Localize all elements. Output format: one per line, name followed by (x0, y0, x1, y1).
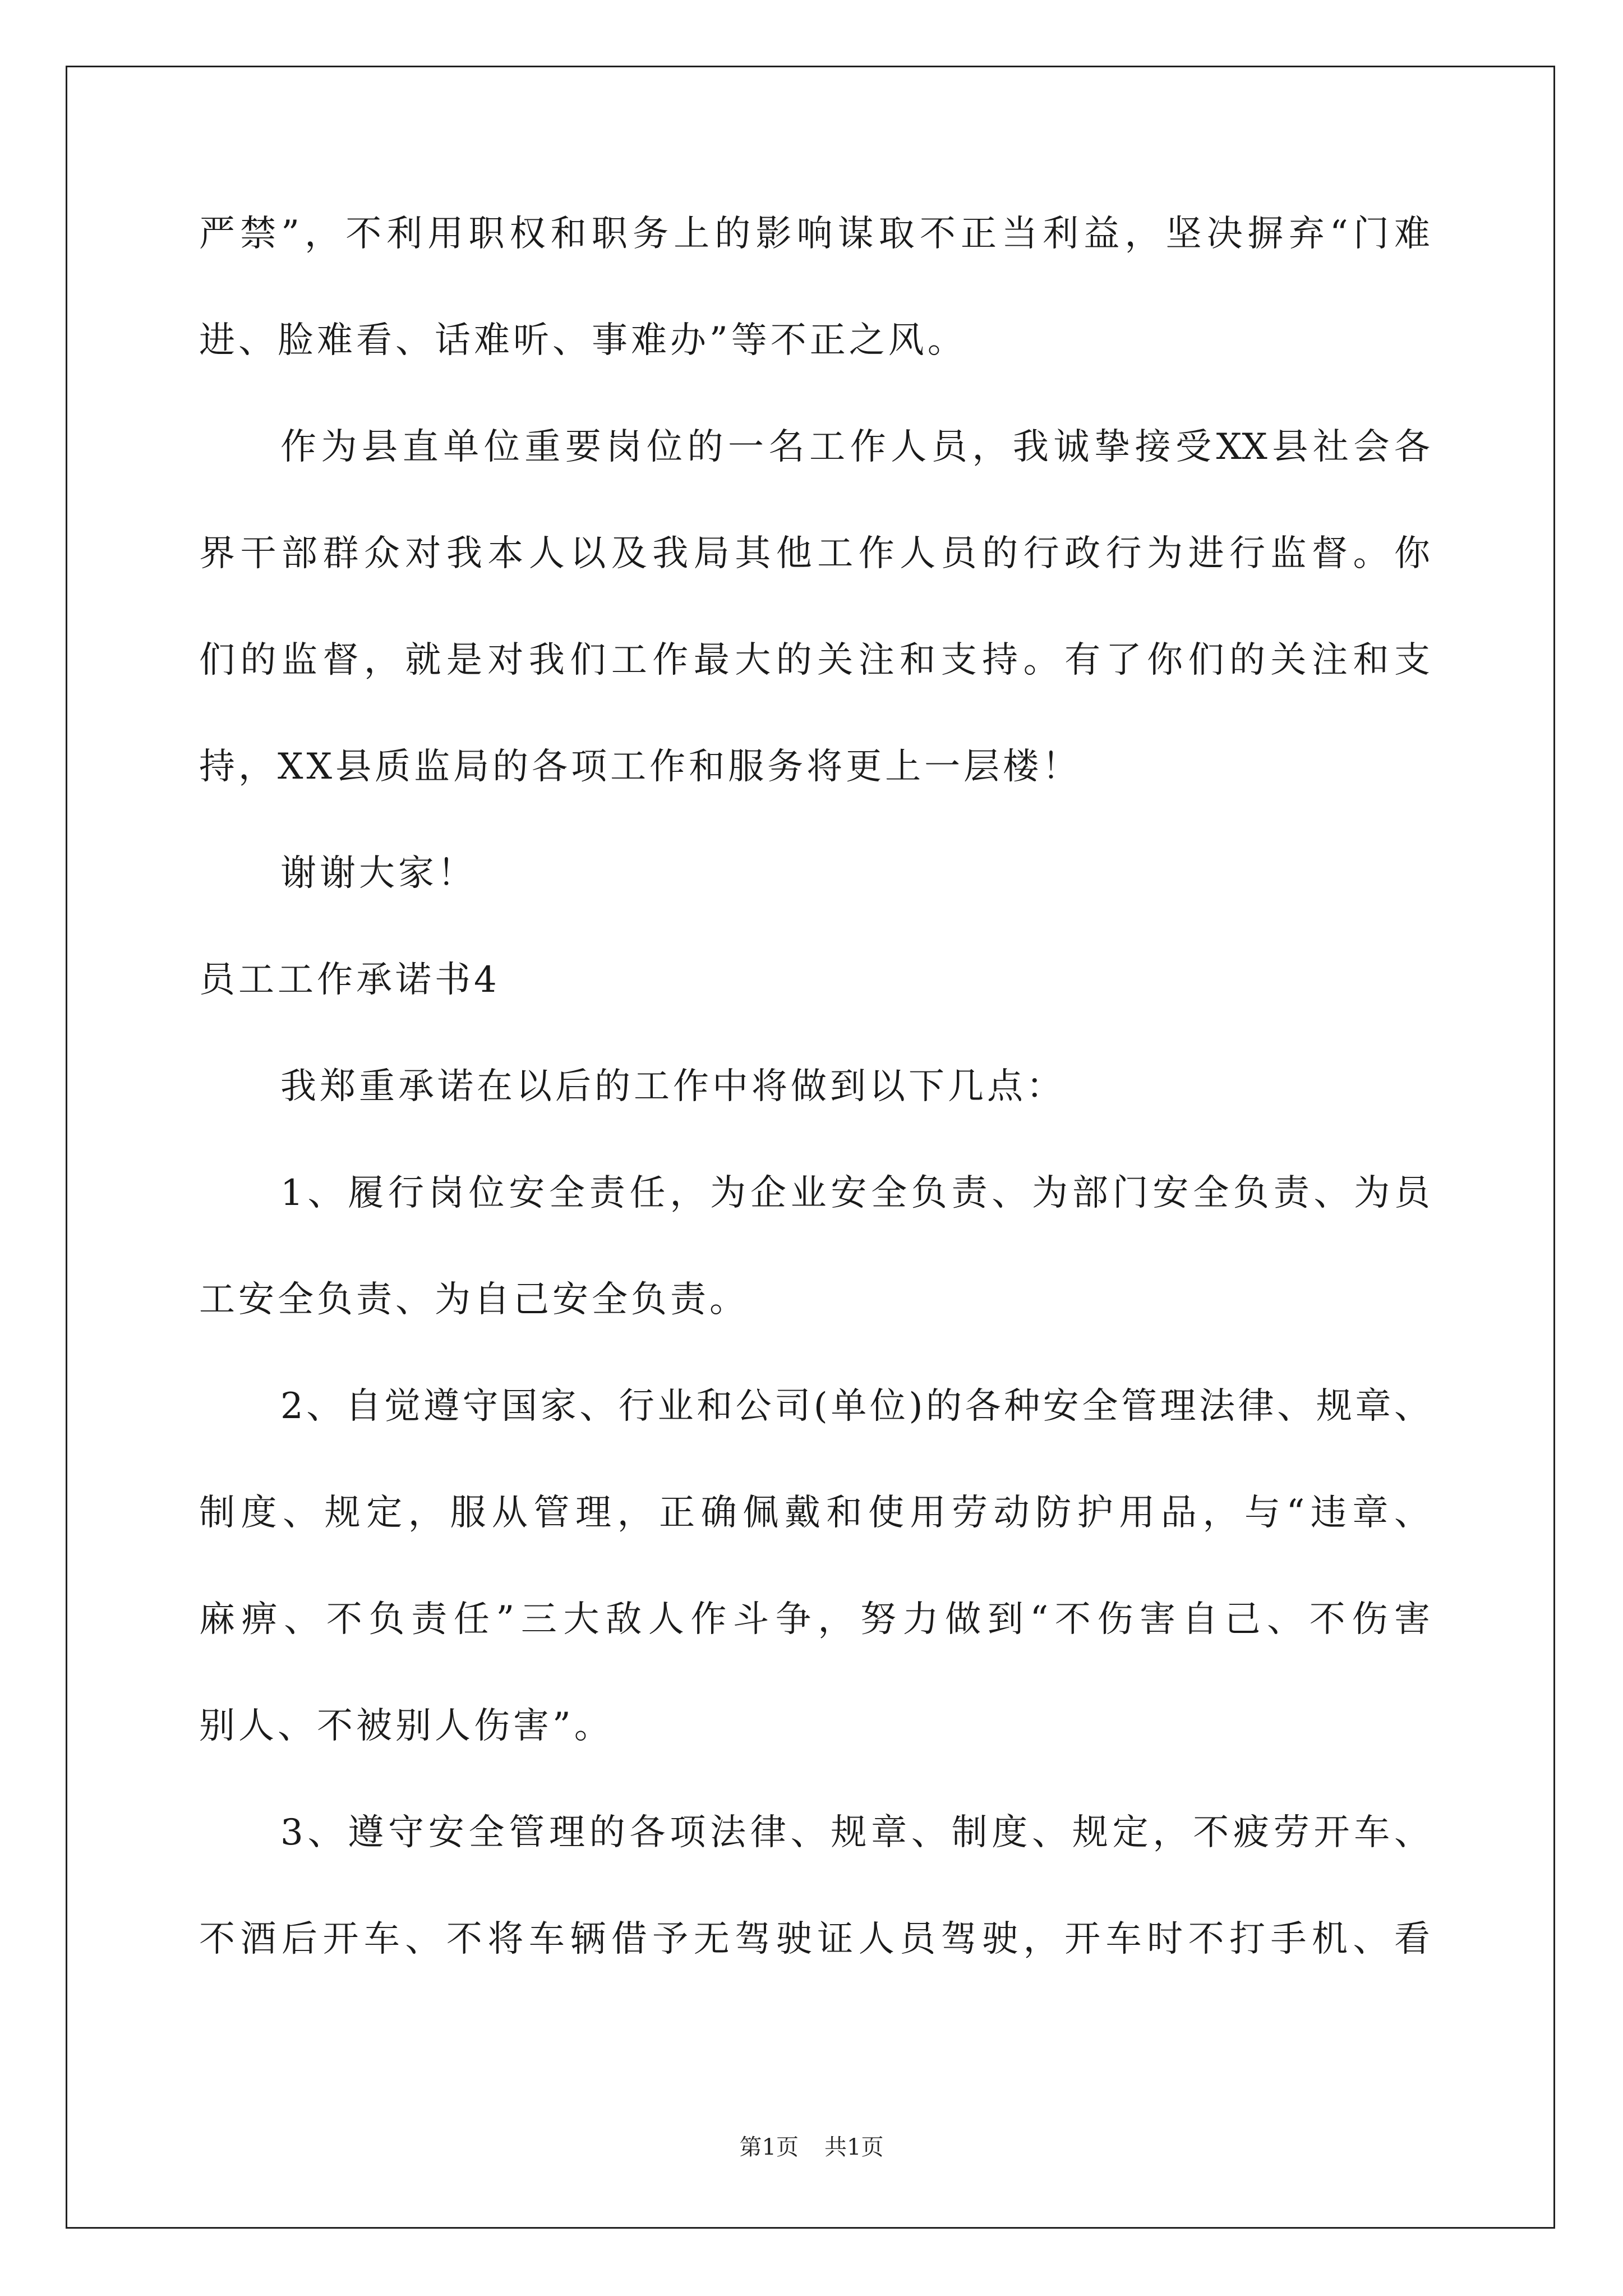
text-line: 不酒后开车、不将车辆借予无驾驶证人员驾驶，开车时不打手机、看 (199, 1918, 1430, 1960)
page-border (66, 66, 1555, 2229)
page-number-current: 第1页 (739, 2134, 799, 2160)
text-line: 别人、不被别人伤害”。 (199, 1705, 614, 1747)
text-line: 工安全负责、为自己安全负责。 (199, 1279, 749, 1320)
text-line: 麻痹、不负责任”三大敌人作斗争，努力做到“不伤害自己、不伤害 (199, 1599, 1430, 1640)
text-line: 谢谢大家！ (280, 853, 477, 894)
text-line: 严禁”，不利用职权和职务上的影响谋取不正当利益，坚决摒弃“门难 (199, 213, 1430, 255)
text-line: 们的监督，就是对我们工作最大的关注和支持。有了你们的关注和支 (199, 639, 1430, 681)
page-footer (0, 2136, 1623, 2159)
text-line: 持，XX县质监局的各项工作和服务将更上一层楼！ (199, 746, 1082, 788)
text-line: 进、脸难看、话难听、事难办”等不正之风。 (199, 320, 967, 361)
text-line: 作为县直单位重要岗位的一名工作人员，我诚挚接受XX县社会各 (280, 426, 1430, 468)
text-line: 制度、规定，服从管理，正确佩戴和使用劳动防护用品，与“违章、 (199, 1492, 1430, 1534)
text-line: 界干部群众对我本人以及我局其他工作人员的行政行为进行监督。你 (199, 533, 1430, 574)
text-line: 1、履行岗位安全责任，为企业安全负责、为部门安全负责、为员 (280, 1172, 1430, 1214)
text-line: 3、遵守安全管理的各项法律、规章、制度、规定，不疲劳开车、 (280, 1812, 1430, 1853)
text-line: 我郑重承诺在以后的工作中将做到以下几点： (280, 1066, 1066, 1107)
section-heading: 员工工作承诺书4 (199, 959, 500, 1001)
page-number-total: 共1页 (824, 2134, 884, 2160)
text-line: 2、自觉遵守国家、行业和公司(单位)的各种安全管理法律、规章、 (280, 1386, 1430, 1427)
